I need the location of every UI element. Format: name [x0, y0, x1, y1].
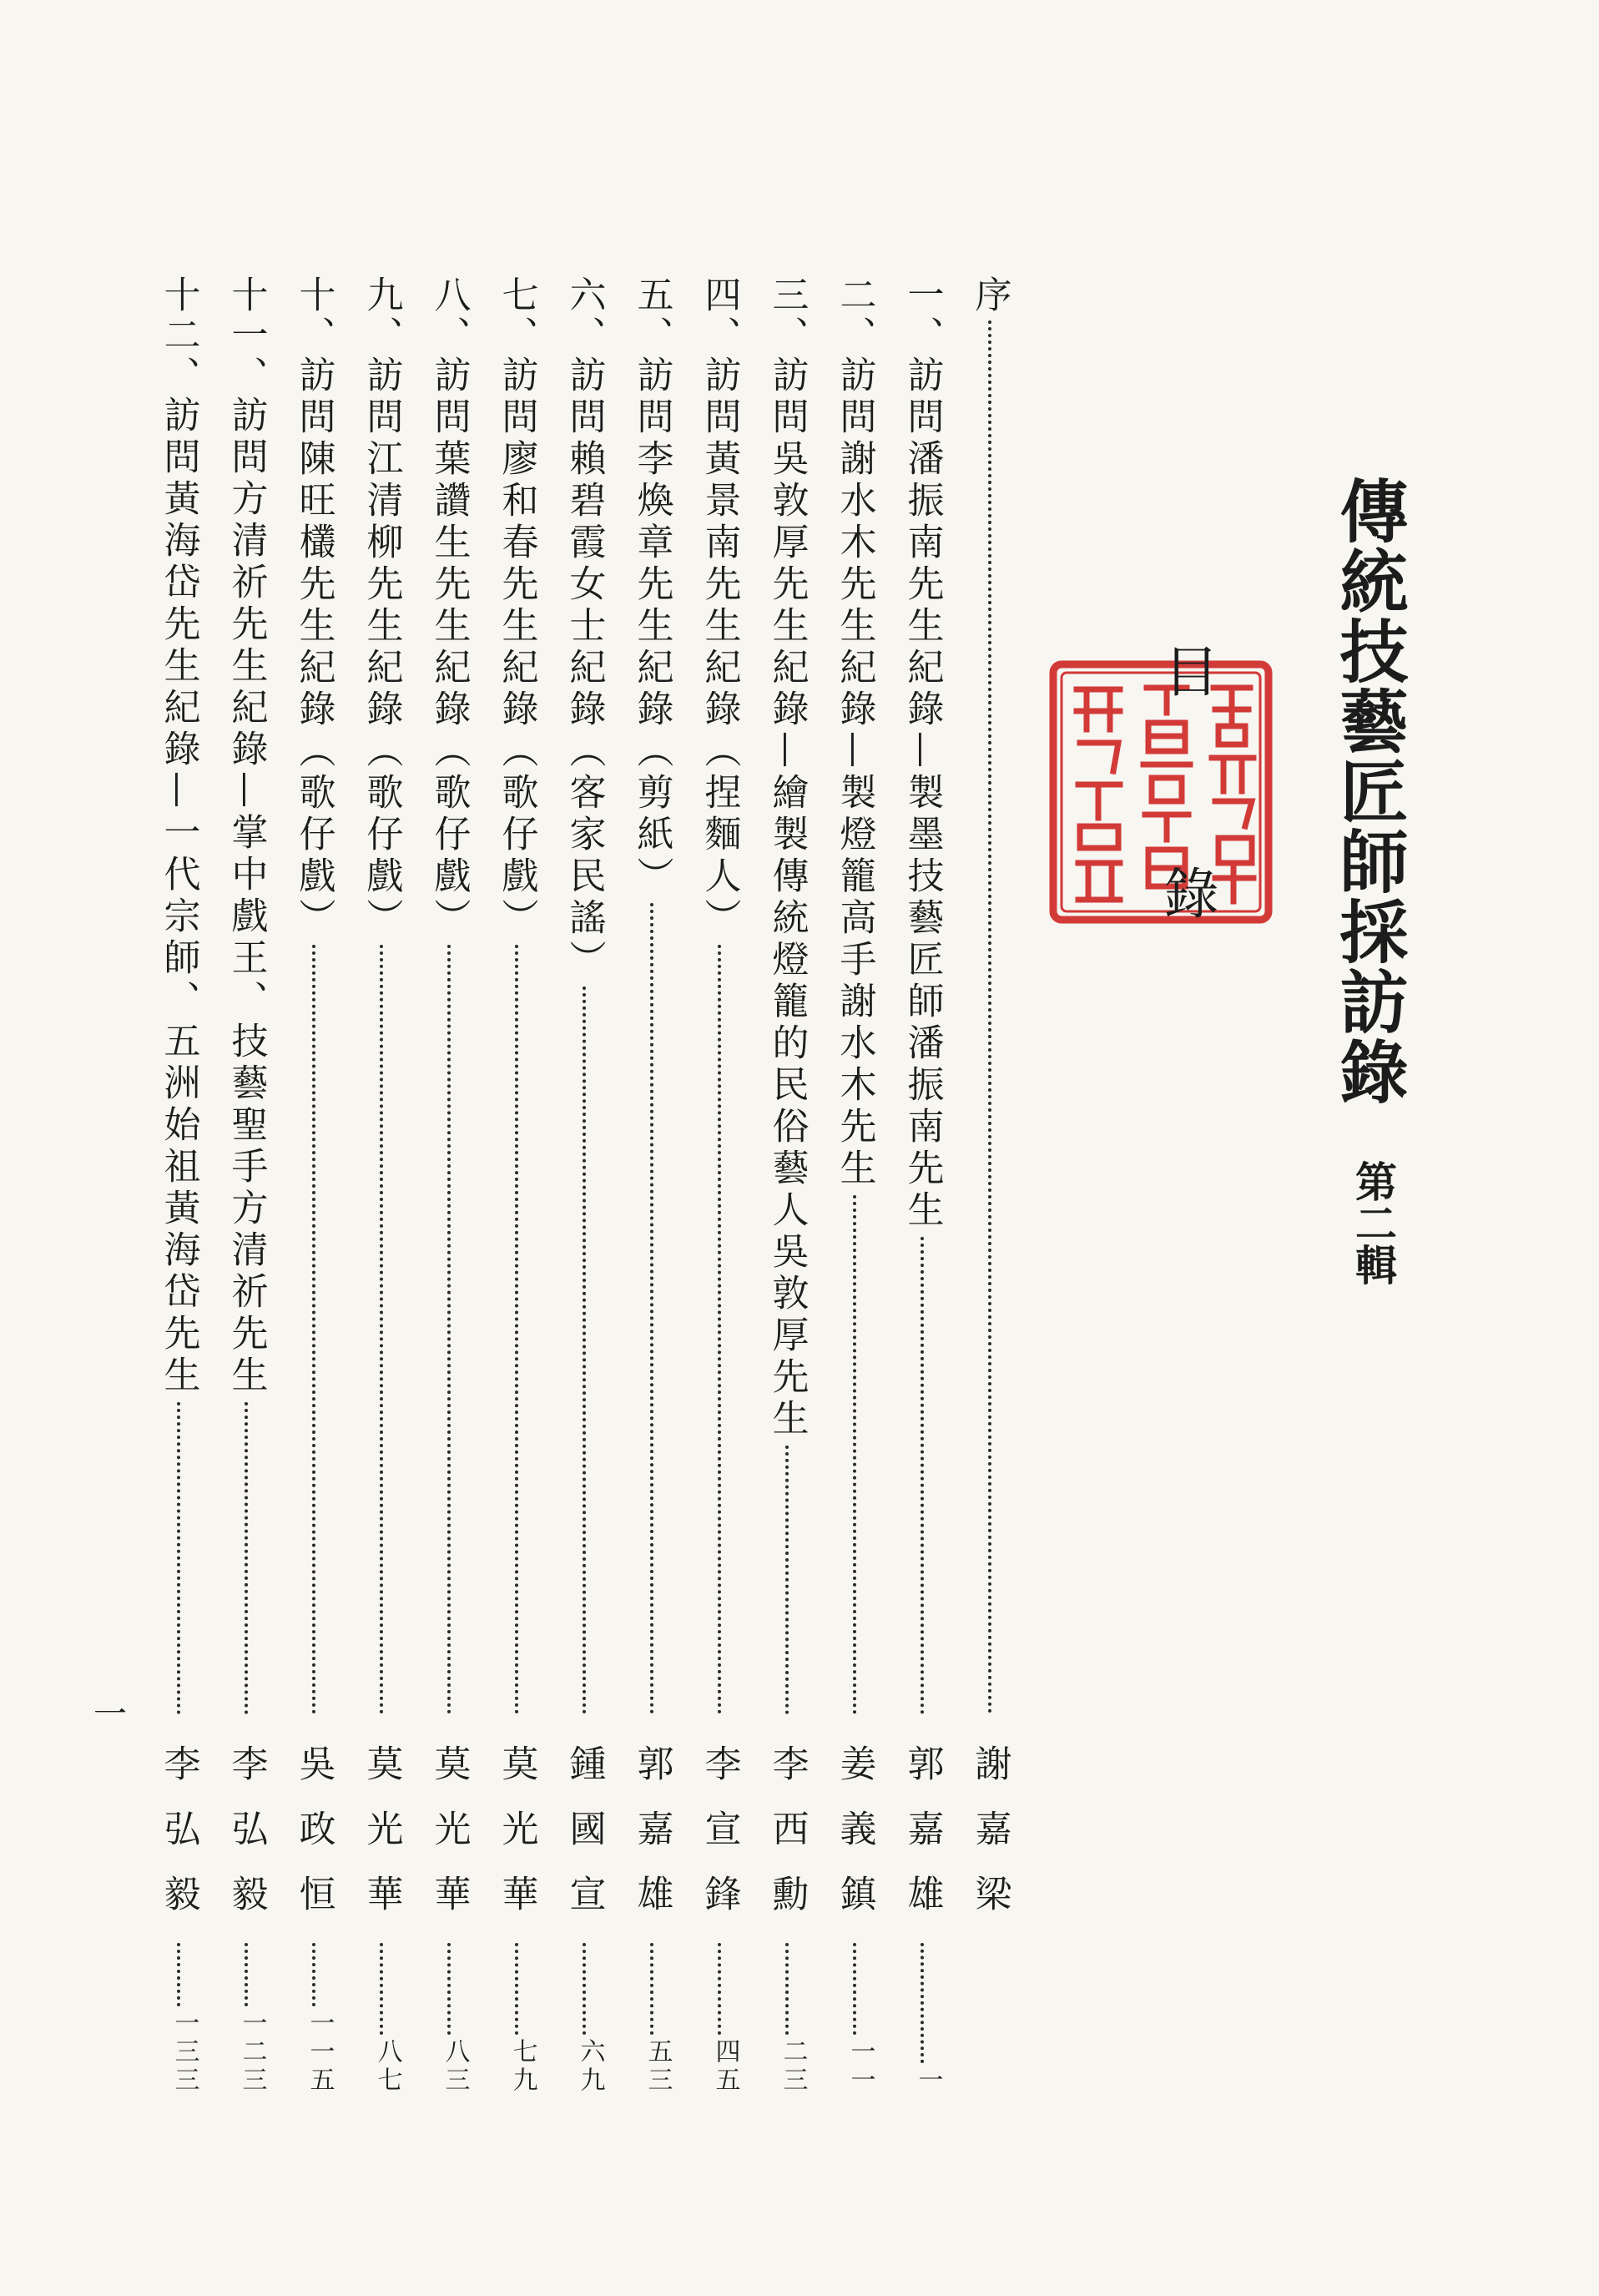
toc-entry[interactable]: [618, 275, 685, 2095]
toc-entry-number: 一、: [900, 275, 944, 356]
toc-entry-page: 八三: [440, 2038, 470, 2095]
toc-entry-author: 莫光華: [495, 1744, 538, 1940]
dot-leader: [380, 945, 383, 1714]
dot-leader: [718, 945, 721, 1714]
dot-leader: [245, 1402, 248, 1714]
toc-entry-number: 七、: [495, 275, 538, 356]
dot-leader: [785, 1943, 789, 2035]
toc-entry-title: 訪問葉讚生先生紀錄（歌仔戲）: [427, 356, 471, 940]
toc-entry-author: 李弘毅: [157, 1744, 200, 1940]
dot-leader: [988, 320, 991, 1714]
page-folio: 一: [93, 1695, 127, 1733]
dot-leader: [245, 1943, 248, 2006]
toc-entry-author: 李宣鋒: [698, 1744, 741, 1940]
dot-leader: [312, 945, 315, 1714]
table-of-contents: [144, 275, 1023, 2095]
toc-entry-page: 二三: [778, 2038, 808, 2095]
toc-entry-title: 訪問謝水木先生紀錄—製燈籠高手謝水木先生: [833, 356, 876, 1190]
toc-entry[interactable]: [415, 275, 482, 2095]
toc-entry-number: 五、: [630, 275, 673, 356]
toc-entry-title: 訪問吳敦厚先生紀錄—繪製傳統燈籠的民俗藝人吳敦厚先生: [765, 356, 809, 1441]
toc-entry[interactable]: [753, 275, 820, 2095]
toc-entry-title: 訪問潘振南先生紀錄—製墨技藝匠師潘振南先生: [900, 356, 944, 1232]
toc-entry-title: 訪問江清柳先生紀錄（歌仔戲）: [360, 356, 403, 940]
dot-leader: [921, 1237, 924, 1714]
toc-entry-title: 訪問廖和春先生紀錄（歌仔戲）: [495, 356, 538, 940]
toc-entry-author: 郭嘉雄: [630, 1744, 673, 1940]
dot-leader: [177, 1402, 180, 1714]
toc-entry-page: 一: [913, 2066, 943, 2095]
toc-entry-number: 八、: [427, 275, 471, 356]
dot-leader: [447, 1943, 451, 2035]
toc-entry-author: 李弘毅: [224, 1744, 268, 1940]
toc-entry-title: 訪問李煥章先生紀錄（剪紙）: [630, 356, 673, 898]
toc-entry-page: 八七: [372, 2038, 402, 2095]
toc-entry-number: 四、: [698, 275, 741, 356]
toc-entry-number: 十一、: [224, 275, 268, 396]
dot-leader: [853, 1943, 856, 2035]
dot-leader: [650, 903, 653, 1714]
toc-entry-author: 鍾國宣: [562, 1744, 606, 1940]
toc-entry-number: 十二、: [157, 275, 200, 396]
toc-entry-title: 訪問黃海岱先生紀錄—一代宗師、五洲始祖黃海岱先生: [157, 396, 200, 1397]
toc-entry-author: 李西勳: [765, 1744, 809, 1940]
toc-entry[interactable]: [212, 275, 280, 2095]
dot-leader: [853, 1195, 856, 1714]
toc-entry-author: 謝嘉梁: [968, 1744, 1011, 1940]
toc-entry-title: 訪問黃景南先生紀錄（捏麵人）: [698, 356, 741, 940]
toc-entry-page: 一三三: [169, 2010, 199, 2095]
toc-entry-author: 莫光華: [427, 1744, 471, 1940]
toc-entry[interactable]: [685, 275, 753, 2095]
toc-entry-page: 六九: [575, 2038, 605, 2095]
toc-entry-number: 九、: [360, 275, 403, 356]
dot-leader: [921, 1943, 924, 2063]
toc-entry-author: 莫光華: [360, 1744, 403, 1940]
toc-entry-page: 四五: [710, 2038, 740, 2095]
toc-entry[interactable]: [482, 275, 550, 2095]
toc-entry-author: 吳政恒: [292, 1744, 335, 1940]
toc-entry[interactable]: [144, 275, 212, 2095]
dot-leader: [583, 1943, 586, 2035]
dot-leader: [650, 1943, 653, 2035]
toc-entry-page: 七九: [507, 2038, 537, 2095]
dot-leader: [312, 1943, 315, 2006]
dot-leader: [380, 1943, 383, 2035]
dot-leader: [718, 1943, 721, 2035]
dot-leader: [785, 1446, 789, 1714]
toc-entry-number: 二、: [833, 275, 876, 356]
toc-entry-author: 姜義鎮: [833, 1744, 876, 1940]
toc-entry-number: 六、: [562, 275, 606, 356]
toc-entry-author: 郭嘉雄: [900, 1744, 944, 1940]
toc-entry-page: 一一五: [305, 2010, 335, 2095]
dot-leader: [583, 987, 586, 1714]
toc-entry-number: 三、: [765, 275, 809, 356]
toc-entry[interactable]: [888, 275, 956, 2095]
book-volume: 第二輯: [1349, 1160, 1397, 1285]
toc-entry-page: 五三: [643, 2038, 673, 2095]
dot-leader: [177, 1943, 180, 2006]
toc-entry[interactable]: [820, 275, 888, 2095]
toc-entry-number: 序: [968, 275, 1011, 315]
toc-entry-title: 訪問賴碧霞女士紀錄（客家民謠）: [562, 356, 606, 981]
toc-entry[interactable]: [280, 275, 347, 2095]
book-title: 傳統技藝匠師採訪錄: [1329, 476, 1408, 1107]
toc-entry-page: 一一: [845, 2038, 875, 2095]
toc-entry-title: 訪問陳旺欉先生紀錄（歌仔戲）: [292, 356, 335, 940]
toc-entry-title: 訪問方清祈先生紀錄—掌中戲王、技藝聖手方清祈先生: [224, 396, 268, 1397]
toc-entry[interactable]: [347, 275, 415, 2095]
toc-entry-page: 一二三: [237, 2010, 267, 2095]
dot-leader: [447, 945, 451, 1714]
toc-entry[interactable]: [550, 275, 618, 2095]
contents-heading: 目錄: [1154, 643, 1218, 1087]
dot-leader: [515, 1943, 518, 2035]
dot-leader: [515, 945, 518, 1714]
toc-entry-number: 十、: [292, 275, 335, 356]
toc-entry[interactable]: [956, 275, 1023, 2095]
